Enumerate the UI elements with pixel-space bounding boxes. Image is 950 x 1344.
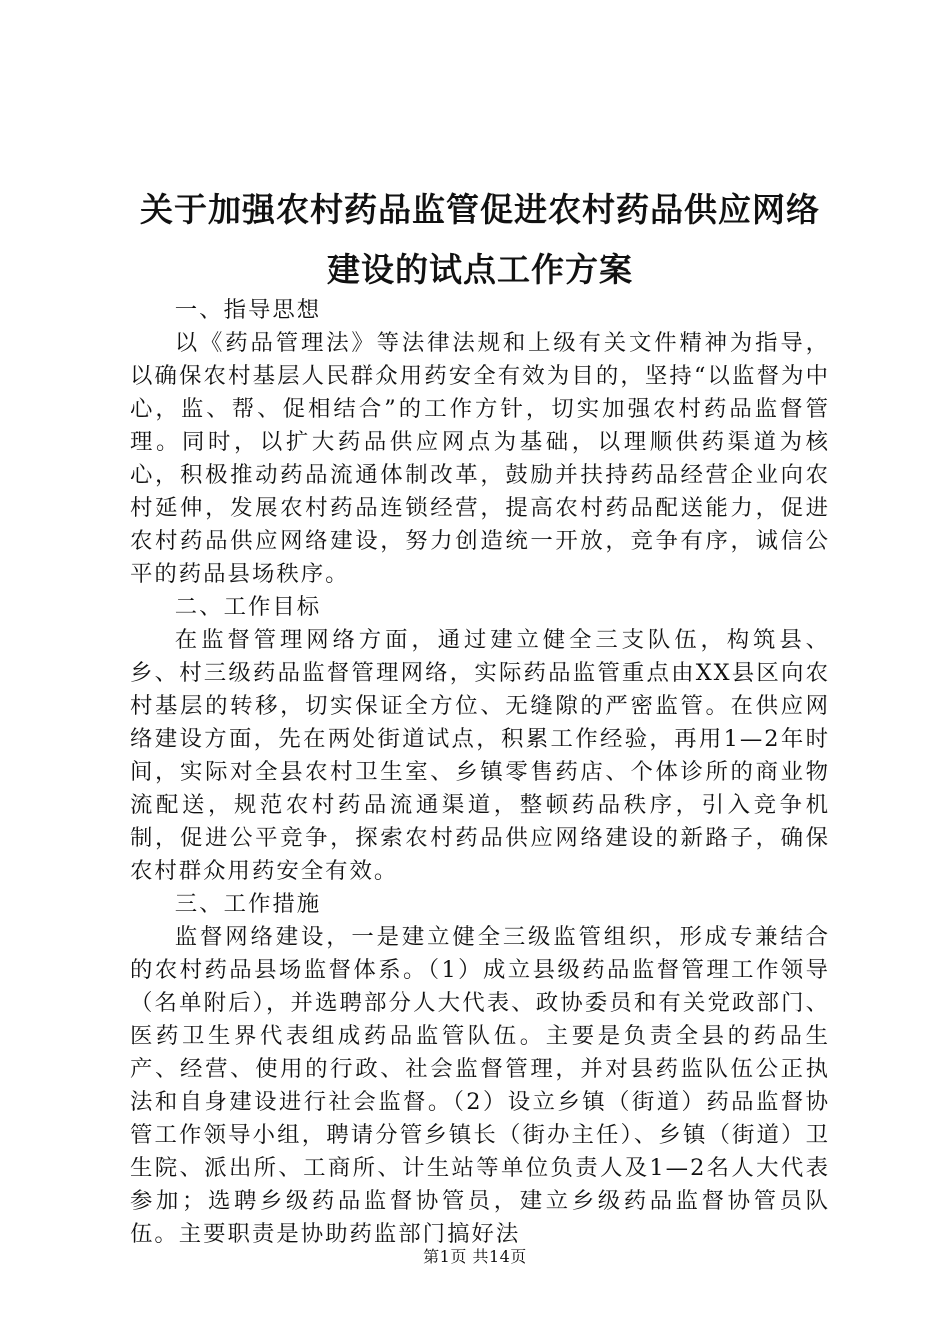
section-paragraph-work-measures: 监督网络建设，一是建立健全三级监管组织，形成专兼结合的农村药品县场监督体系。（1）成立县级药品监督管理工作领导（名单附后），并选聘部分人大代表、政协委员和有关党政部门、医药卫生界代表组成药品监管队伍。主要是负责全县的药品生产、经营、使用的行政、社会监督管理，并对县药监队伍公正执法和自身建设进行社会监督。（2）设立乡镇（街道）药品监督协管工作领导小组，聘请分管乡镇长（街办主任）、乡镇（街道）卫生院、派出所、工商所、计生站等单位负责人及1—2名人大代表参加；选聘乡级药品监督协管员，建立乡级药品监督协管员队伍。主要职责是协助药监部门搞好法 — [130, 924, 830, 1247]
document-title-line-1: 关于加强农村药品监管促进农村药品供应网络 — [140, 190, 820, 229]
section-heading-work-measures: 三、工作措施 — [174, 891, 322, 917]
document-body — [130, 294, 830, 1251]
section-heading-work-goals: 二、工作目标 — [174, 594, 322, 620]
section-paragraph-guiding-ideology: 以《药品管理法》等法律法规和上级有关文件精神为指导，以确保农村基层人民群众用药安全有效为目的，坚持“以监督为中心，监、帮、促相结合”的工作方针，切实加强农村药品监督管理。同时，以扩大药品供应网点为基础，以理顺供药渠道为核心，积极推动药品流通体制改革，鼓励并扶持药品经营企业向农村延伸，发展农村药品连锁经营，提高农村药品配送能力，促进农村药品供应网络建设，努力创造统一开放，竞争有序，诚信公平的药品县场秩序。 — [130, 330, 830, 587]
document-title-line-2: 建设的试点工作方案 — [327, 250, 633, 289]
section-heading-guiding-ideology: 一、指导思想 — [174, 297, 322, 323]
page-footer-page-number: 第1页 共14页 — [423, 1247, 527, 1266]
section-paragraph-work-goals: 在监督管理网络方面，通过建立健全三支队伍，构筑县、乡、村三级药品监督管理网络，实际药品监管重点由XX县区向农村基层的转移，切实保证全方位、无缝隙的严密监管。在供应网络建设方面，先在两处街道试点，积累工作经验，再用1—2年时间，实际对全县农村卫生室、乡镇零售药店、个体诊所的商业物流配送，规范农村药品流通渠道，整顿药品秩序，引入竞争机制，促进公平竞争，探索农村药品供应网络建设的新路子，确保农村群众用药安全有效。 — [130, 627, 830, 884]
